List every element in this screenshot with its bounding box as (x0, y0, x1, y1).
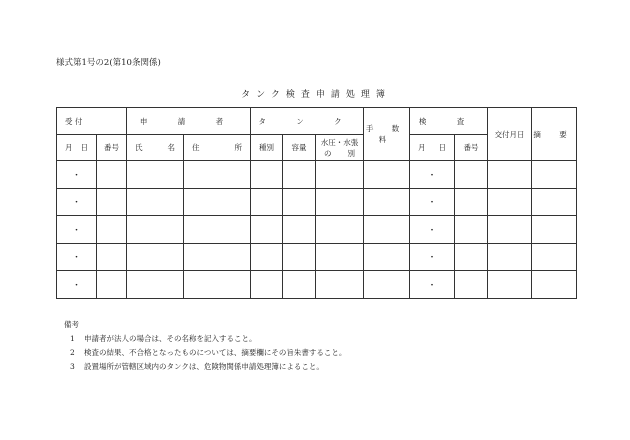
note-text: 申請者が法人の場合は、その名称を記入すること。 (84, 334, 257, 343)
table-cell[interactable] (488, 216, 532, 244)
date-separator-dot: ・ (427, 170, 437, 181)
table-cell[interactable] (57, 161, 97, 189)
table-cell[interactable] (455, 188, 488, 216)
note-number: 3 (70, 362, 75, 371)
date-separator-dot: ・ (427, 280, 437, 291)
date-separator-dot: ・ (427, 253, 437, 264)
header-tesuryo: 手 数 料 (364, 108, 410, 161)
table-cell[interactable] (455, 243, 488, 271)
document-title: タンク検査申請処理簿 (241, 90, 391, 100)
header-tank: タ ン ク (251, 108, 364, 135)
date-separator-dot: ・ (71, 170, 81, 181)
table-cell[interactable] (127, 216, 184, 244)
table-cell[interactable] (97, 161, 127, 189)
note-number: 1 (70, 334, 75, 343)
table-cell[interactable] (410, 243, 455, 271)
table-row (57, 188, 577, 216)
table-cell[interactable] (488, 188, 532, 216)
header-capacity: 容量 (283, 135, 316, 161)
table-cell[interactable] (283, 216, 316, 244)
date-separator-dot: ・ (71, 225, 81, 236)
table-cell[interactable] (283, 243, 316, 271)
note-item (64, 360, 346, 374)
table-cell[interactable] (251, 243, 283, 271)
header-uketsuke-number: 番号 (97, 135, 127, 161)
table-cell[interactable] (532, 271, 577, 299)
table-cell[interactable] (488, 271, 532, 299)
table-cell[interactable] (410, 271, 455, 299)
header-name: 氏 名 (127, 135, 184, 161)
header-kensa-number: 番号 (455, 135, 488, 161)
table-cell[interactable] (251, 271, 283, 299)
table-cell[interactable] (410, 161, 455, 189)
header-kind: 種別 (251, 135, 283, 161)
note-text: 検査の結果、不合格となったものについては、摘要欄にその旨朱書すること。 (84, 348, 347, 357)
table-cell[interactable] (532, 188, 577, 216)
header-uketsuke: 受 付 (57, 108, 127, 135)
table-cell[interactable] (364, 216, 410, 244)
date-separator-dot: ・ (427, 225, 437, 236)
table-cell[interactable] (184, 271, 251, 299)
table-cell[interactable] (184, 243, 251, 271)
table-cell[interactable] (316, 161, 364, 189)
table-cell[interactable] (316, 216, 364, 244)
table-cell[interactable] (316, 188, 364, 216)
table-cell[interactable] (316, 243, 364, 271)
table-cell[interactable] (184, 188, 251, 216)
note-item (64, 346, 346, 360)
table-cell[interactable] (97, 243, 127, 271)
table-cell[interactable] (57, 216, 97, 244)
header-kensa-date: 月 日 (410, 135, 455, 161)
table-cell[interactable] (364, 161, 410, 189)
header-kensa: 検 査 (410, 108, 488, 135)
table-cell[interactable] (455, 216, 488, 244)
date-separator-dot: ・ (71, 253, 81, 264)
table-row (57, 161, 577, 189)
date-separator-dot: ・ (427, 198, 437, 209)
table-cell[interactable] (532, 243, 577, 271)
table-cell[interactable] (488, 243, 532, 271)
table-cell[interactable] (57, 271, 97, 299)
table-cell[interactable] (488, 161, 532, 189)
table-row (57, 271, 577, 299)
table-cell[interactable] (532, 216, 577, 244)
table-cell[interactable] (97, 188, 127, 216)
table-cell[interactable] (455, 271, 488, 299)
note-item (64, 332, 346, 346)
notes-heading: 備考 (64, 320, 79, 329)
table-cell[interactable] (57, 243, 97, 271)
table-cell[interactable] (184, 161, 251, 189)
notes-section (64, 318, 346, 374)
table-cell[interactable] (410, 188, 455, 216)
table-cell[interactable] (283, 271, 316, 299)
table-cell[interactable] (532, 161, 577, 189)
header-uketsuke-date: 月 日 (57, 135, 97, 161)
table-row (57, 216, 577, 244)
table-cell[interactable] (127, 188, 184, 216)
table-cell[interactable] (97, 216, 127, 244)
table-cell[interactable] (364, 271, 410, 299)
table-cell[interactable] (127, 243, 184, 271)
date-separator-dot: ・ (71, 198, 81, 209)
register-table (56, 107, 577, 299)
table-cell[interactable] (251, 216, 283, 244)
form-reference: 様式第1号の2(第10条関係) (56, 58, 161, 68)
table-cell[interactable] (364, 188, 410, 216)
table-cell[interactable] (410, 216, 455, 244)
table-row (57, 243, 577, 271)
note-number: 2 (70, 348, 75, 357)
table-cell[interactable] (251, 188, 283, 216)
header-shinseisha: 申 請 者 (127, 108, 251, 135)
table-cell[interactable] (455, 161, 488, 189)
header-pressure-type: 水圧・水張 の 別 (316, 135, 364, 161)
table-cell[interactable] (97, 271, 127, 299)
header-row-groups (57, 108, 577, 135)
table-cell[interactable] (127, 161, 184, 189)
table-cell[interactable] (316, 271, 364, 299)
table-cell[interactable] (184, 216, 251, 244)
table-cell[interactable] (283, 188, 316, 216)
note-text: 設置場所が管轄区域内のタンクは、危険物関係申請処理簿によること。 (84, 362, 324, 371)
header-tekiyo: 摘 要 (532, 108, 577, 161)
table-cell[interactable] (251, 161, 283, 189)
table-cell[interactable] (127, 271, 184, 299)
table-cell[interactable] (364, 243, 410, 271)
header-kofu-date: 交付月日 (488, 108, 532, 161)
table-cell[interactable] (57, 188, 97, 216)
date-separator-dot: ・ (71, 280, 81, 291)
table-cell[interactable] (283, 161, 316, 189)
header-address: 住 所 (184, 135, 251, 161)
